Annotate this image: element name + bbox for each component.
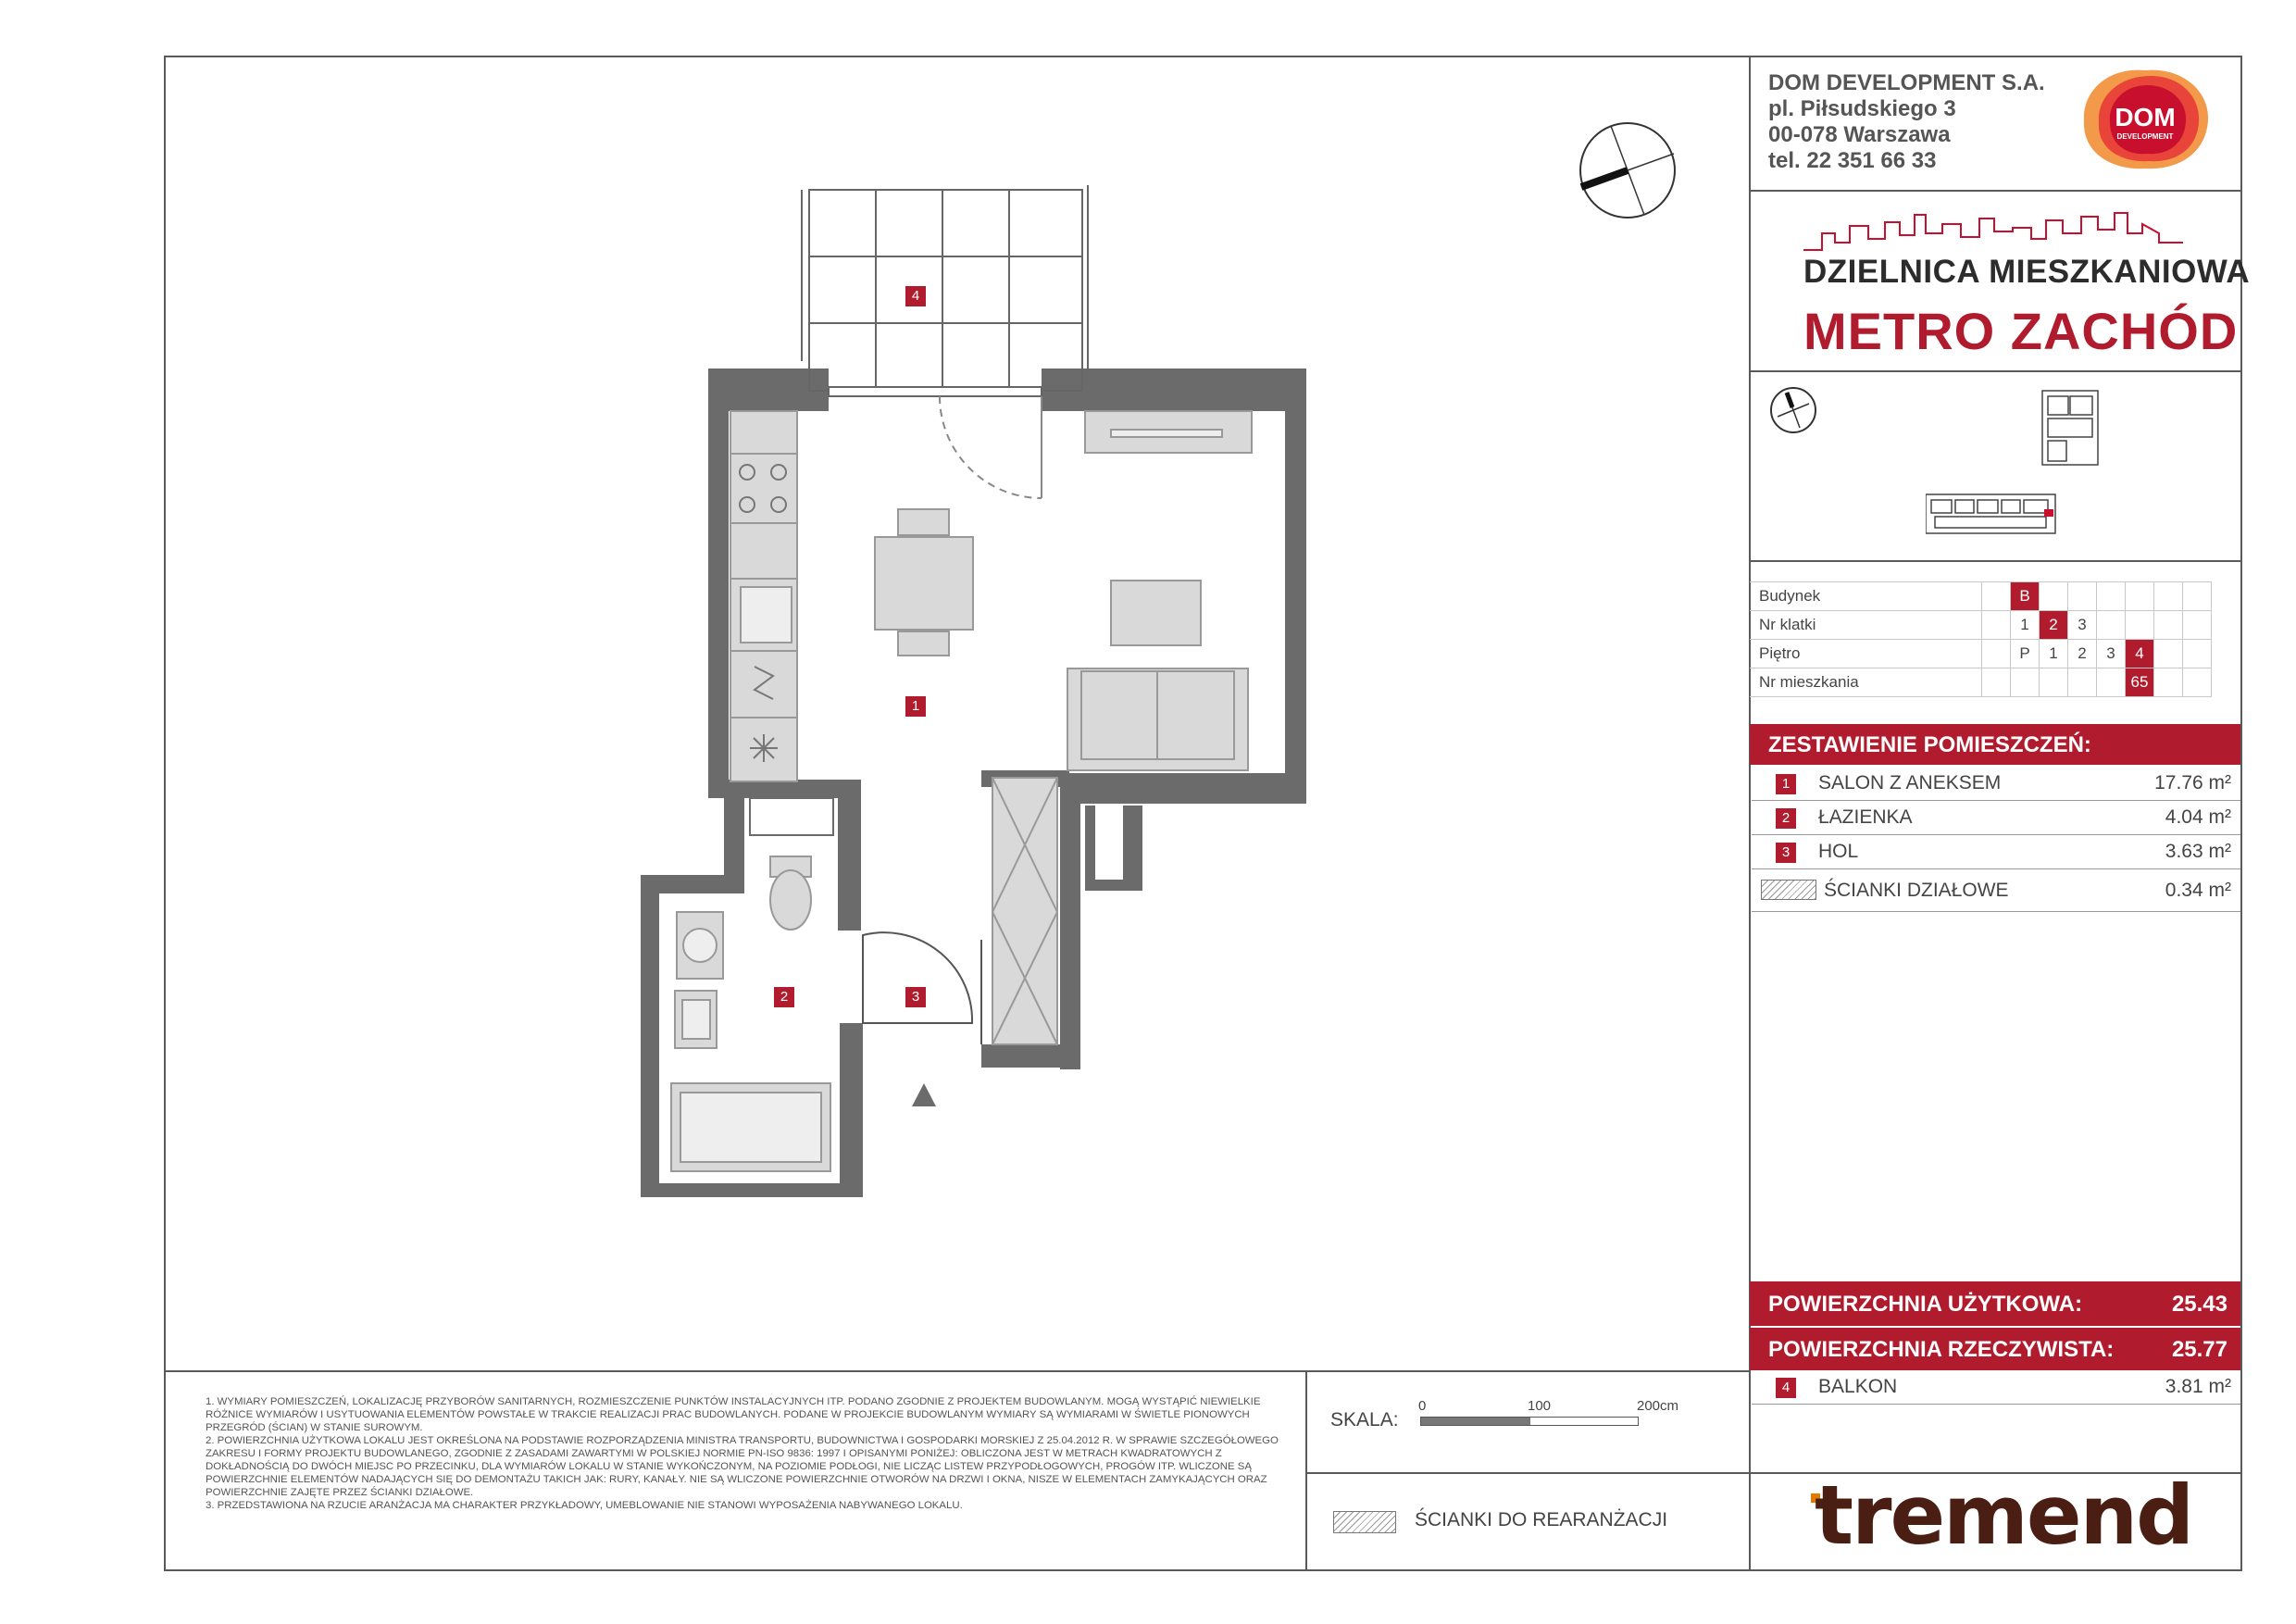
- company-name: DOM DEVELOPMENT S.A.: [1768, 70, 2045, 95]
- company-address: [1768, 70, 2045, 174]
- partition-hatch-swatch: [1761, 880, 1816, 900]
- plan-marker-1: 1: [905, 696, 926, 717]
- logo-text: DOM: [2115, 103, 2176, 131]
- info-cell: [1982, 640, 2011, 668]
- info-cell: 3: [2097, 640, 2126, 668]
- company-city: 00-078 Warszawa: [1768, 122, 1951, 147]
- dining-table: [875, 509, 973, 656]
- balcony: [802, 185, 1088, 391]
- info-row-floor: [1750, 640, 2212, 668]
- company-street: pl. Piłsudskiego 3: [1768, 96, 1956, 121]
- room-number: 3: [1776, 843, 1796, 863]
- niche: [750, 798, 833, 835]
- usable-area-bar: [1750, 1281, 2240, 1326]
- scale-tick-100: 100: [1528, 1398, 1552, 1414]
- fridge-icon: [750, 734, 778, 762]
- scale-legend-divider: [1305, 1472, 1750, 1474]
- info-label: Nr klatki: [1750, 611, 1982, 640]
- partition-area: 0.34 m²: [2165, 880, 2231, 901]
- real-area-label: POWIERZCHNIA RZECZYWISTA:: [1768, 1337, 2115, 1362]
- apartment-info-table: [1750, 581, 2212, 697]
- bathroom-door-swing: [863, 932, 972, 1023]
- note-3: 3. PRZEDSTAWIONA NA RZUCIE ARANŻACJA MA CHARAKTER PRZYKŁADOWY, UMEBLOWANIE NIE STANOWI WYPOSAŻENIA NABYWANEGO LOKALU.: [206, 1500, 963, 1511]
- bathroom-fixtures: [671, 856, 830, 1171]
- coffee-table: [1111, 581, 1201, 645]
- scale-tick-0: 0: [1418, 1398, 1427, 1414]
- rearrangement-hatch-swatch: [1333, 1511, 1396, 1533]
- compass-icon: [1576, 119, 1679, 222]
- entrance-arrow-icon: [912, 1083, 936, 1106]
- site-plan-thumbnail: [1926, 387, 2129, 544]
- info-cell: [1982, 668, 2011, 697]
- room-row-2: [1752, 801, 2240, 835]
- room-area: 4.04 m²: [2165, 806, 2231, 828]
- note-2: 2. POWIERZCHNIA UŻYTKOWA LOKALU JEST OKREŚLONA NA PODSTAWIE ROZPORZĄDZENIA MINISTRA TRANSPORTU, BUDOWNICTWA I GOSPODARKI MORSKIEJ Z 25.04.2012 R. W SPRAWIE SZCZEGÓŁOWEGO ZAKRESU I FORMY PROJEKTU BUDOWLANEGO, ZGODNIE Z ZASADAMI ZAWARTYMI W POLSKIEJ NORMIE PN-ISO 9836: 1997 I OPISANYMI PONIŻEJ: OBLICZONA JEST W METRACH KWADRATOWYCH Z DOKŁADNOŚCIĄ DO DWÓCH MIEJSC PO PRZECINKU, DLA WYMIARÓW LOKALU W STANIE WYKOŃCZONYM, NA POZIOMIE PODŁOGI, NIE LICZĄC LISTEW PRZYPODŁOGOWYCH, PROGÓW ITP. WLICZONE SĄ POWIERZCHNIE ELEMENTÓW NADAJĄCYCH SIĘ DO DEMONTAŻU TAKICH JAK: RURY, KANAŁY. NIE SĄ WLICZONE POWIERZCHNIE OTWORÓW NA DRZWI I OKNA, NISZE W ELEMENTACH ZAMYKAJĄCYCH ORAZ POWIERZCHNIE ZAJĘTE PRZEZ ŚCIANKI DZIAŁOWE.: [206, 1435, 1279, 1498]
- real-area-value: 25.77: [2171, 1337, 2227, 1362]
- room-name: SALON Z ANEKSEM: [1818, 772, 2002, 793]
- tv-cabinet: [1085, 411, 1252, 453]
- dom-development-logo: [2078, 67, 2213, 173]
- real-area-bar: [1750, 1328, 2240, 1370]
- balcony-row: [1752, 1370, 2240, 1405]
- note-1: 1. WYMIARY POMIESZCZEŃ, LOKALIZACJĘ PRZYBORÓW SANITARNYCH, ROZMIESZCZENIE PUNKTÓW INSTALACYJNYCH ITP. PODANO ZGODNIE Z PROJEKTEM BUDOWLANYM. MOGĄ WYSTĄPIĆ NIEWIELKIE RÓŻNICE WYMIARÓW I USYTUOWANIA ELEMENTÓW POWSTAŁE W TRAKCIE REALIZACJI PRAC BUDOWLANYCH. PODANE W PROJEKCIE BUDOWLANYM WYMIARY SĄ WYMIARAMI W ŚWIETLE PIONOWYCH PRZEGRÓD (ŚCIAN) W STANIE SUROWYM.: [206, 1396, 1261, 1433]
- info-label: Budynek: [1750, 582, 1982, 611]
- info-cell: 1: [2040, 640, 2068, 668]
- plan-marker-4: 4: [905, 286, 926, 306]
- scale-bar: [1420, 1417, 1639, 1426]
- header-divider-2: [1749, 370, 2242, 372]
- usable-area-label: POWIERZCHNIA UŻYTKOWA:: [1768, 1292, 2083, 1317]
- rearrangement-legend: ŚCIANKI DO REARANŻACJI: [1415, 1509, 1668, 1530]
- notes-divider: [164, 1370, 1749, 1372]
- info-cell: [1982, 611, 2011, 640]
- room-row-3: [1752, 835, 2240, 869]
- info-cell: 2: [2068, 640, 2097, 668]
- room-number: 2: [1776, 808, 1796, 829]
- room-row-1: [1752, 767, 2240, 801]
- sofa: [1067, 668, 1248, 770]
- room-number: 4: [1776, 1378, 1796, 1398]
- balcony-door-swing: [940, 396, 1042, 498]
- usable-area-value: 25.43: [2171, 1292, 2227, 1317]
- wardrobe: [992, 778, 1057, 1044]
- room-area: 17.76 m²: [2154, 772, 2231, 793]
- info-cell: 1: [2011, 611, 2040, 640]
- room-name: HOL: [1818, 841, 1859, 862]
- room-name: ŁAZIENKA: [1818, 806, 1913, 828]
- info-cell: [1982, 582, 2011, 611]
- notes: [206, 1395, 1303, 1512]
- scale-tick-200: 200cm: [1637, 1398, 1679, 1414]
- partition-row: [1752, 870, 2240, 912]
- company-phone: tel. 22 351 66 33: [1768, 148, 1937, 173]
- info-cell: 3: [2068, 611, 2097, 640]
- rooms-header: [1750, 724, 2240, 765]
- window-frame: [829, 387, 1042, 396]
- info-row-apartment: [1750, 668, 2212, 697]
- header-divider-1: [1749, 190, 2242, 192]
- scale-divider: [1305, 1370, 1307, 1571]
- rooms-header-label: ZESTAWIENIE POMIESZCZEŃ:: [1768, 732, 2091, 757]
- room-number: 1: [1776, 774, 1796, 794]
- district-name: METRO ZACHÓD: [1803, 302, 2239, 360]
- info-row-building: [1750, 582, 2212, 611]
- logo-subtext: DEVELOPMENT: [2116, 132, 2174, 141]
- info-cell-selected: 2: [2040, 611, 2068, 640]
- tremend-logo: tremend: [1815, 1468, 2193, 1563]
- kitchen-counter: [730, 411, 797, 781]
- partition-name: ŚCIANKI DZIAŁOWE: [1824, 880, 2009, 901]
- room-area: 3.63 m²: [2165, 841, 2231, 862]
- plan-marker-2: 2: [774, 987, 794, 1007]
- info-cell-selected: 65: [2126, 668, 2154, 697]
- info-label: Nr mieszkania: [1750, 668, 1982, 697]
- info-row-stairwell: [1750, 611, 2212, 640]
- room-area: 3.81 m²: [2165, 1376, 2231, 1397]
- header-divider-3: [1749, 560, 2242, 562]
- info-label: Piętro: [1750, 640, 1982, 668]
- floor-plan: [630, 176, 1315, 1231]
- info-cell: P: [2011, 640, 2040, 668]
- skyline-icon: [1803, 206, 2183, 252]
- small-compass-icon: [1768, 385, 1818, 435]
- room-name: BALKON: [1818, 1376, 1898, 1397]
- info-cell-selected: B: [2011, 582, 2040, 611]
- plan-marker-3: 3: [905, 987, 926, 1007]
- district-title: DZIELNICA MIESZKANIOWA: [1803, 254, 2251, 290]
- scale-label: SKALA:: [1330, 1409, 1399, 1430]
- info-cell-selected: 4: [2126, 640, 2154, 668]
- shaft: [1095, 806, 1123, 880]
